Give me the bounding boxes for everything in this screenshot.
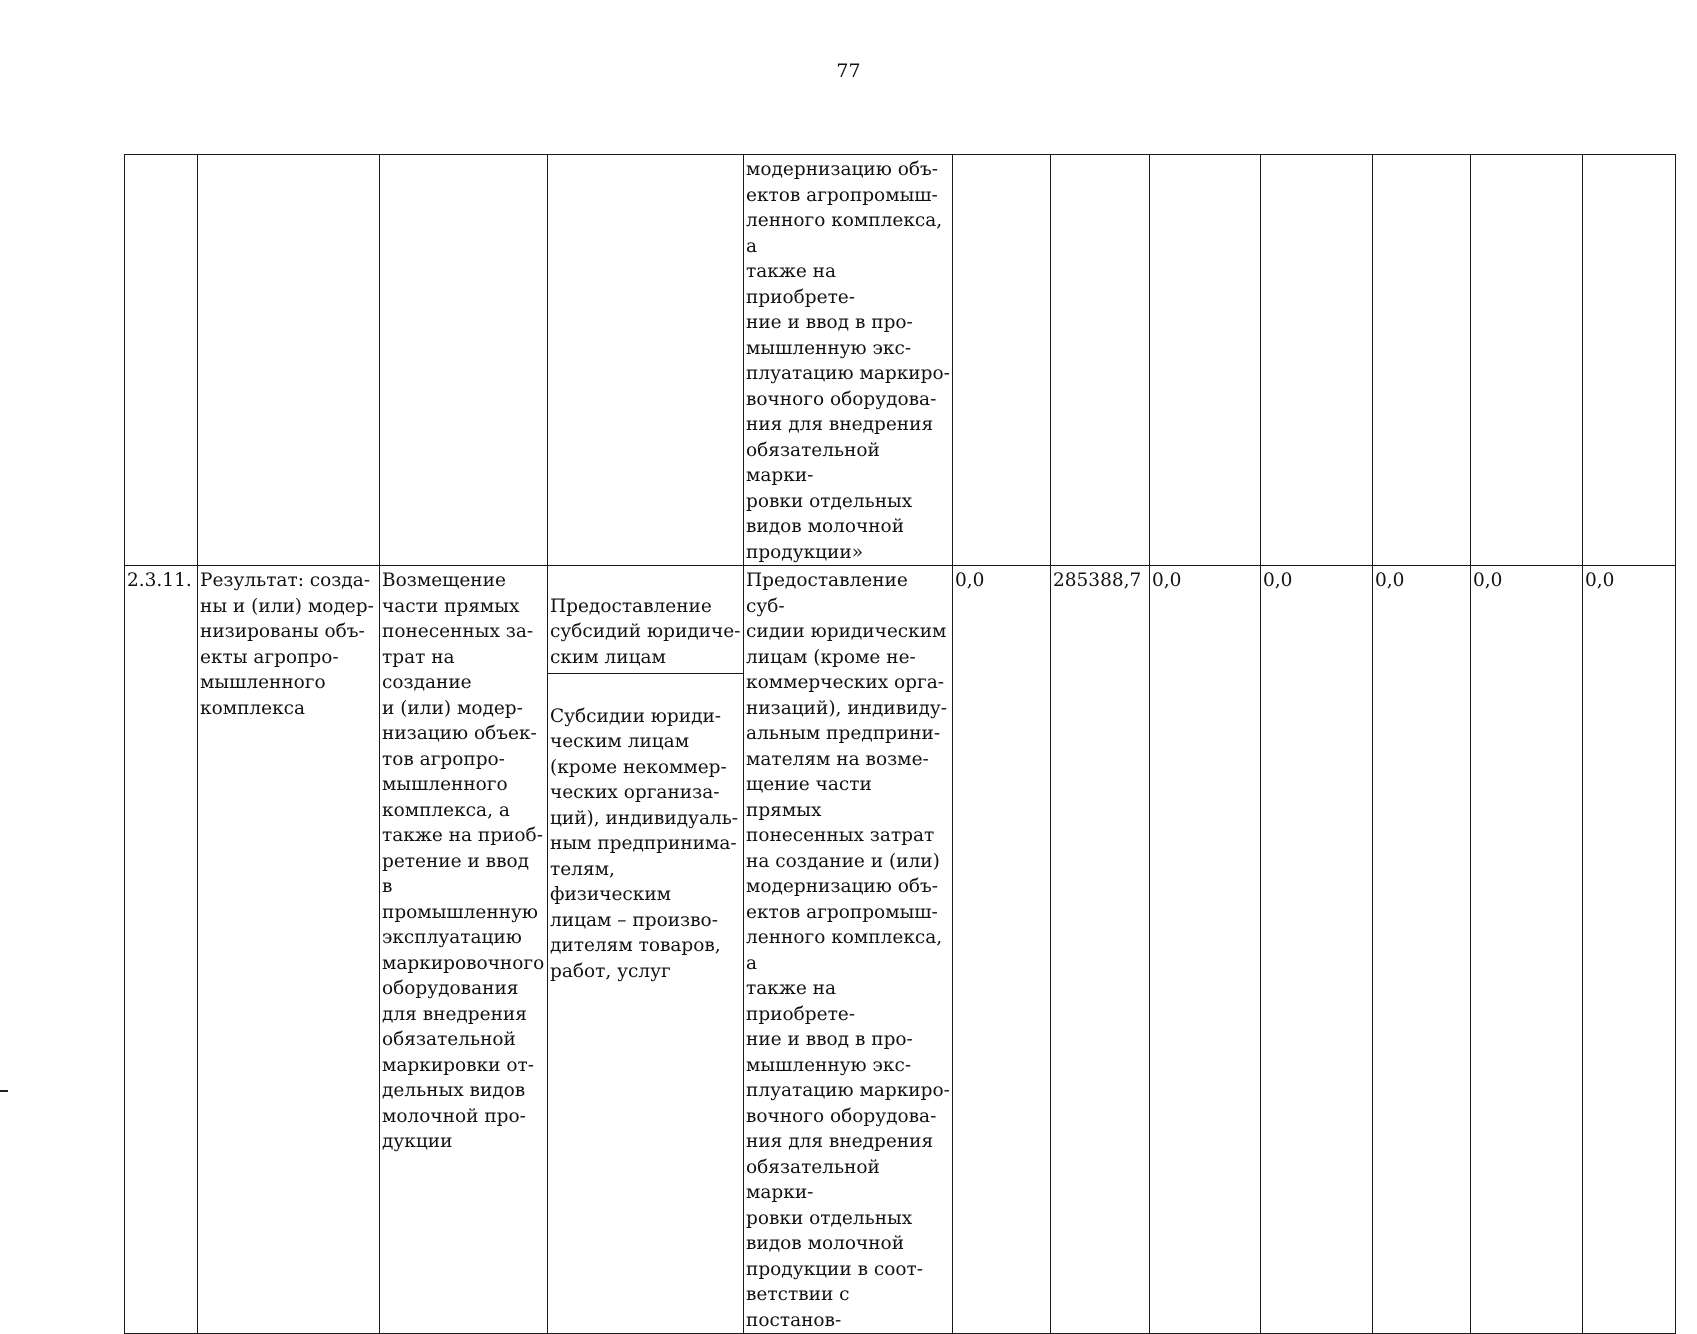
cell-value-2: 285388,7 xyxy=(1051,566,1150,1334)
cell-value-4: 0,0 xyxy=(1261,566,1373,1334)
cell-value-empty xyxy=(1261,155,1373,566)
cell-value-7: 0,0 xyxy=(1583,566,1676,1334)
cell-value-1: 0,0 xyxy=(953,566,1051,1334)
cell-value-empty xyxy=(1373,155,1471,566)
cell-support-type-empty xyxy=(548,155,744,566)
cell-purpose: Возмещение части прямых понесенных за- трат на создание и (или) модер- низацию объек- тов агропро- мышленного комплекса, а также на приоб- ретение и ввод в промышленную эксплуатацию маркировочного оборудования для внедрения обязательной маркировки от- дельных видов молочной про- дукции xyxy=(380,566,548,1334)
table-row-2-3-11 xyxy=(125,566,1676,1334)
cell-result: Результат: созда- ны и (или) модер- низированы объ- екты агропро- мышленного комплекса xyxy=(198,566,380,1334)
cell-value-6: 0,0 xyxy=(1471,566,1583,1334)
cell-value-empty xyxy=(1150,155,1261,566)
cell-value-empty xyxy=(1583,155,1676,566)
support-type: Предоставление субсидий юридиче- ским лицам xyxy=(548,592,743,675)
page-number: 77 xyxy=(836,60,861,82)
budget-table xyxy=(124,154,1676,1334)
table-row-continuation xyxy=(125,155,1676,566)
cell-result-empty xyxy=(198,155,380,566)
cell-value-empty xyxy=(953,155,1051,566)
cell-description-continuation: модернизацию объ- ектов агропромыш- ленного комплекса, а также на приобрете- ние и ввод в про- мышленную экс- плуатацию маркиро- вочного оборудова- ния для внедрения обязательной марки- ровки отдельных видов молочной продукции» xyxy=(744,155,953,566)
cell-value-empty xyxy=(1051,155,1150,566)
cell-purpose-empty xyxy=(380,155,548,566)
margin-mark xyxy=(0,1090,8,1092)
cell-support xyxy=(548,566,744,1334)
cell-number-empty xyxy=(125,155,198,566)
cell-row-number: 2.3.11. xyxy=(125,566,198,1334)
cell-value-5: 0,0 xyxy=(1373,566,1471,1334)
cell-value-3: 0,0 xyxy=(1150,566,1261,1334)
support-subtype: Субсидии юриди- ческим лицам (кроме некоммер- ческих организа- ций), индивидуаль- ным предпринима- телям, физическим лицам – произво- дителям товаров, работ, услуг xyxy=(550,705,739,982)
cell-description: Предоставление суб- сидии юридическим лицам (кроме не- коммерческих орга- низаций), индивиду- альным предприни- мателям на возме- щение части прямых понесенных затрат на создание и (или) модернизацию объ- ектов агропромыш- ленного комплекса, а также на приобрете- ние и ввод в про- мышленную экс- плуатацию маркиро- вочного оборудова- ния для внедрения обязательной марки- ровки отдельных видов молочной продукции в соот- ветствии с постанов- xyxy=(744,566,953,1334)
cell-value-empty xyxy=(1471,155,1583,566)
